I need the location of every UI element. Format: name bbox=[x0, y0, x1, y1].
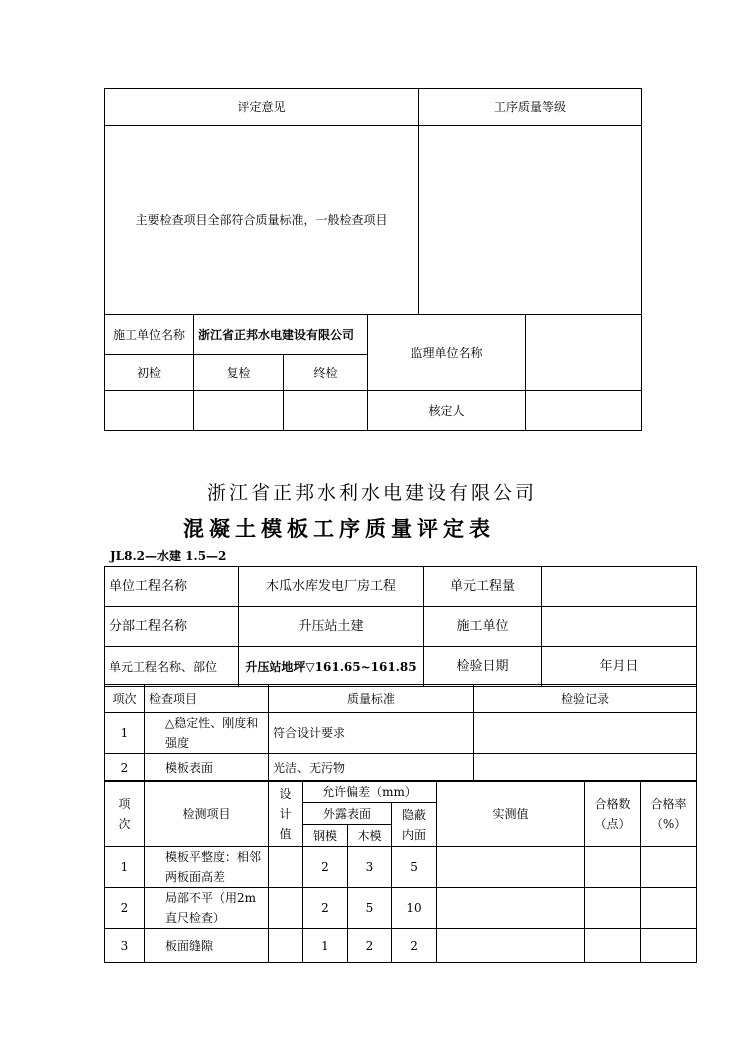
check-row-record bbox=[474, 754, 697, 782]
check-row-standard: 符合设计要求 bbox=[269, 713, 474, 754]
check-row-record bbox=[474, 713, 697, 754]
check-items-table bbox=[104, 684, 697, 782]
company-name: 浙江省正邦水利水电建设有限公司 bbox=[206, 482, 537, 504]
measure-row-item: 模板平整度：相邻两板面高差 bbox=[145, 847, 269, 888]
measure-row-item: 板面缝隙 bbox=[145, 929, 269, 963]
unit-project-value: 木瓜水库发电厂房工程 bbox=[239, 567, 424, 607]
approver-value bbox=[526, 391, 642, 431]
exposed-header: 外露表面 bbox=[303, 803, 392, 825]
project-info-table bbox=[104, 566, 697, 687]
measure-row-hidden: 5 bbox=[392, 847, 437, 888]
steel-header: 钢模 bbox=[303, 825, 348, 847]
measure-row-measured bbox=[437, 888, 585, 929]
supervisor-label: 监理单位名称 bbox=[368, 315, 526, 391]
measure-row-no: 2 bbox=[105, 888, 145, 929]
measure-row-measured bbox=[437, 929, 585, 963]
measure-row-wood: 5 bbox=[348, 888, 392, 929]
inspection-date-label: 检验日期 bbox=[424, 647, 542, 687]
pass-count-header: 合格数（点） bbox=[585, 781, 641, 847]
measure-row-pass-rate bbox=[641, 888, 697, 929]
measure-item-header: 检测项目 bbox=[145, 781, 269, 847]
final-check: 终检 bbox=[284, 355, 368, 391]
measure-items-table bbox=[104, 780, 697, 963]
opinion-text: 主要检查项目全部符合质量标准，一般检查项目 bbox=[105, 126, 419, 315]
signature-table bbox=[104, 314, 642, 431]
measure-row-hidden: 2 bbox=[392, 929, 437, 963]
inspection-date-value: 年月日 bbox=[542, 647, 697, 687]
measure-row-design bbox=[269, 847, 303, 888]
measure-row-measured bbox=[437, 847, 585, 888]
form-title: 混凝土模板工序质量评定表 bbox=[183, 516, 495, 541]
opinion-header: 评定意见 bbox=[105, 89, 419, 126]
first-check-value bbox=[105, 391, 194, 431]
re-check: 复检 bbox=[194, 355, 284, 391]
construction-unit-label: 施工单位 bbox=[424, 607, 542, 647]
contractor-name: 浙江省正邦水电建设有限公司 bbox=[194, 315, 368, 355]
final-check-value bbox=[284, 391, 368, 431]
measure-row-design bbox=[269, 929, 303, 963]
element-label: 单元工程名称、部位 bbox=[105, 647, 239, 687]
check-row-item: △稳定性、刚度和强度 bbox=[145, 713, 269, 754]
grade-cell bbox=[419, 126, 642, 315]
check-row-no: 1 bbox=[105, 713, 145, 754]
grade-header: 工序质量等级 bbox=[419, 89, 642, 126]
measure-row-steel: 2 bbox=[303, 847, 348, 888]
pass-rate-header: 合格率（%） bbox=[641, 781, 697, 847]
measure-row-pass-count bbox=[585, 888, 641, 929]
construction-unit-value bbox=[542, 607, 697, 647]
check-record-header: 检验记录 bbox=[474, 685, 697, 713]
design-value-header: 设计值 bbox=[269, 781, 303, 847]
tolerance-header: 允许偏差（mm） bbox=[303, 781, 437, 803]
re-check-value bbox=[194, 391, 284, 431]
check-row-item: 模板表面 bbox=[145, 754, 269, 782]
sub-project-value: 升压站土建 bbox=[239, 607, 424, 647]
measure-row-no: 1 bbox=[105, 847, 145, 888]
approver-label: 核定人 bbox=[368, 391, 526, 431]
first-check: 初检 bbox=[105, 355, 194, 391]
measure-row-no: 3 bbox=[105, 929, 145, 963]
measure-row-pass-rate bbox=[641, 929, 697, 963]
measure-row-wood: 3 bbox=[348, 847, 392, 888]
check-no-header: 项次 bbox=[105, 685, 145, 713]
evaluation-table bbox=[104, 88, 642, 315]
check-standard-header: 质量标准 bbox=[269, 685, 474, 713]
measure-row-pass-count bbox=[585, 847, 641, 888]
measure-row-item: 局部不平（用2m直尺检查） bbox=[145, 888, 269, 929]
wood-header: 木模 bbox=[348, 825, 392, 847]
measure-row-pass-rate bbox=[641, 847, 697, 888]
measure-row-hidden: 10 bbox=[392, 888, 437, 929]
measure-row-steel: 1 bbox=[303, 929, 348, 963]
unit-quantity-value bbox=[542, 567, 697, 607]
sub-project-label: 分部工程名称 bbox=[105, 607, 239, 647]
measure-no-header: 项次 bbox=[105, 781, 145, 847]
measure-row-design bbox=[269, 888, 303, 929]
measure-row-steel: 2 bbox=[303, 888, 348, 929]
check-row-standard: 光洁、无污物 bbox=[269, 754, 474, 782]
measure-row-pass-count bbox=[585, 929, 641, 963]
unit-quantity-label: 单元工程量 bbox=[424, 567, 542, 607]
check-item-header: 检查项目 bbox=[145, 685, 269, 713]
measured-header: 实测值 bbox=[437, 781, 585, 847]
form-code: JL8.2—水建 1.5—2 bbox=[110, 549, 227, 563]
unit-project-label: 单位工程名称 bbox=[105, 567, 239, 607]
contractor-label: 施工单位名称 bbox=[105, 315, 194, 355]
check-row-no: 2 bbox=[105, 754, 145, 782]
supervisor-value bbox=[526, 315, 642, 391]
element-value: 升压站地坪▽161.65~161.85 bbox=[239, 647, 424, 687]
hidden-header: 隐蔽内面 bbox=[392, 803, 437, 847]
measure-row-wood: 2 bbox=[348, 929, 392, 963]
